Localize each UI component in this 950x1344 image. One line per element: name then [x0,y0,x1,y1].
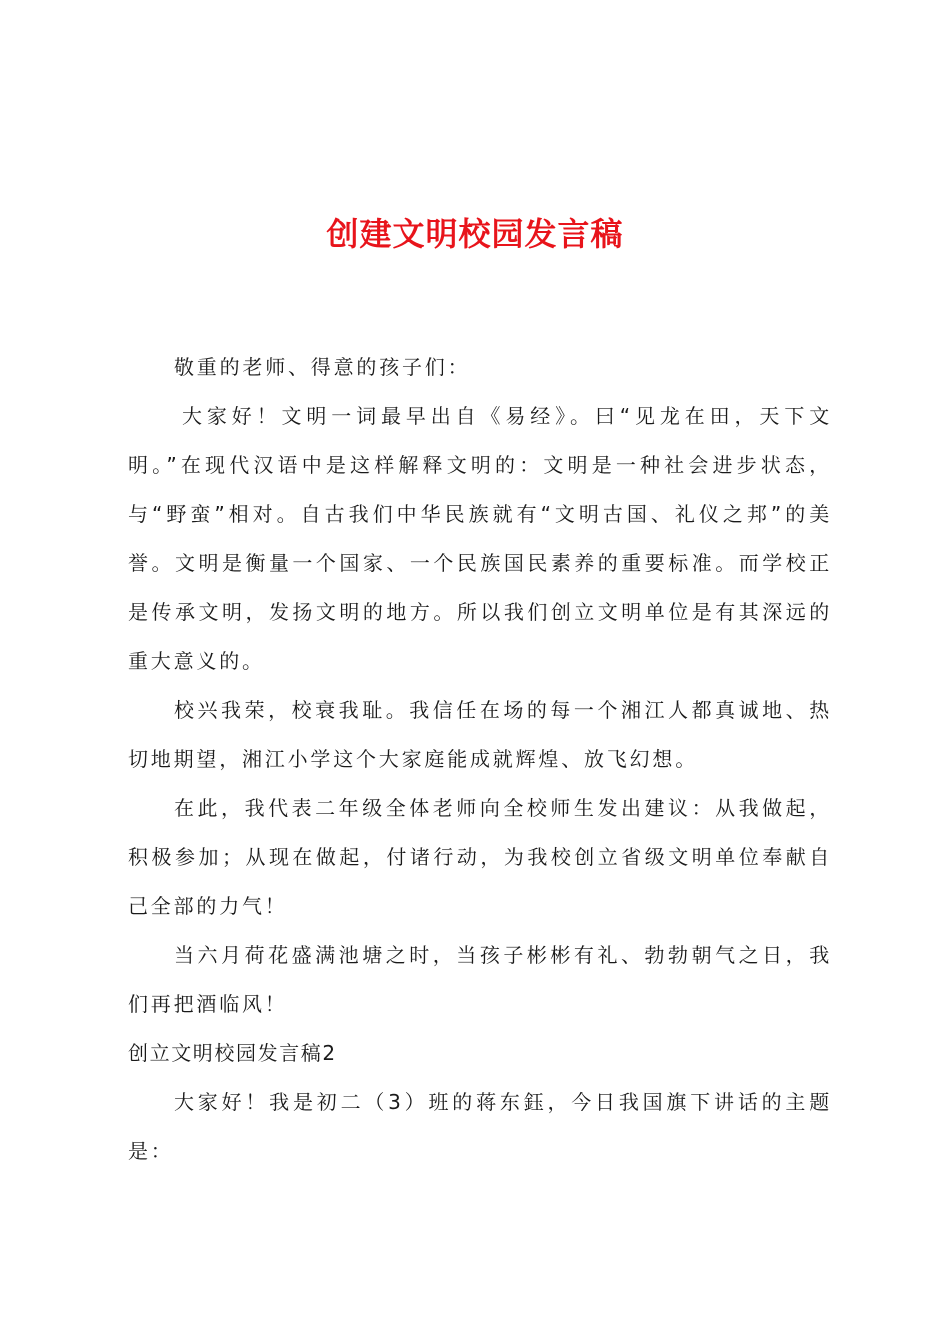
closing-wish-paragraph: 当六月荷花盛满池塘之时，当孩子彬彬有礼、勃勃朝气之日，我们再把酒临风！ [128,943,832,1016]
proposal-paragraph: 在此，我代表二年级全体老师向全校师生发出建议：从我做起，积极参加；从现在做起，付诸行动，为我校创立省级文明单位奉献自己全部的力气！ [128,796,832,918]
school-pride-paragraph: 校兴我荣，校衰我耻。我信任在场的每一个湘江人都真诚地、热切地期望，湘江小学这个大家庭能成就辉煌、放飞幻想。 [128,698,832,771]
document-title: 创建文明校园发言稿 [326,215,624,253]
intro-paragraph: 大家好！文明一词最早出自《易经》。曰“见龙在田，天下文明。”在现代汉语中是这样解释文明的：文明是一种社会进步状态，与“野蛮”相对。自古我们中华民族就有“文明古国、礼仪之邦”的美誉。文明是衡量一个国家、一个民族国民素养的重要标准。而学校正是传承文明，发扬文明的地方。所以我们创立文明单位是有其深远的重大意义的。 [128,404,832,673]
document-body [128,343,832,1176]
salutation-paragraph: 敬重的老师、得意的孩子们： [174,355,471,379]
section-subheading: 创立文明校园发言稿2 [128,1041,337,1065]
second-speech-opening-paragraph: 大家好！我是初二（3）班的蒋东鈺，今日我国旗下讲话的主题是： [128,1090,832,1163]
